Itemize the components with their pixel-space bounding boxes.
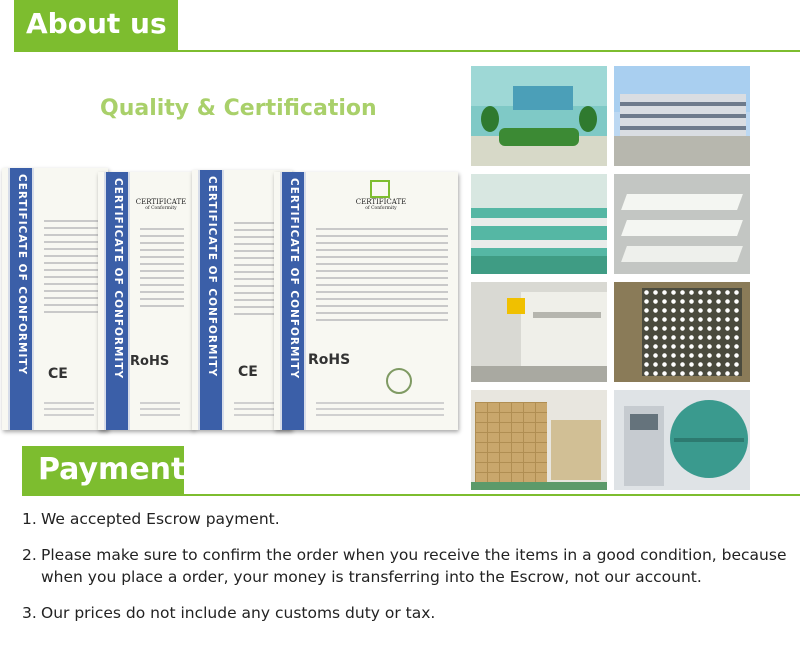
certificate-heading: CERTIFICATE: [135, 198, 187, 206]
about-us-heading: About us: [14, 0, 178, 52]
certificate-heading: CERTIFICATE: [355, 198, 407, 206]
certificate-vertical-text: CERTIFICATE OF CONFORMITY: [16, 174, 28, 376]
payment-term-number: 1.: [22, 510, 37, 528]
certificate-vertical-text: CERTIFICATE OF CONFORMITY: [206, 176, 218, 378]
payment-term-text: Please make sure to confirm the order when you receive the items in a good condition, because when you place a order, your money is transferring into the Escrow, not our account.: [41, 546, 787, 586]
photo-assembly-line: [471, 174, 607, 274]
rohs-mark: RoHS: [130, 354, 170, 369]
ce-mark: CE: [238, 364, 258, 380]
certificate-seal: [386, 368, 412, 394]
photo-panel-testing: [614, 174, 750, 274]
payment-term-item: [22, 544, 792, 588]
photo-reflow-machine: [471, 282, 607, 382]
payment-term-text: Our prices do not include any customs duty or tax.: [41, 604, 436, 622]
photo-reception: [471, 66, 607, 166]
photo-led-panel: [614, 282, 750, 382]
certificate-rohs-1: [98, 172, 194, 430]
payment-term-item: [22, 508, 792, 530]
photo-warehouse: [471, 390, 607, 490]
certificate-vertical-text: CERTIFICATE OF CONFORMITY: [112, 178, 124, 380]
photo-integrating-sphere: [614, 390, 750, 490]
payment-term-number: 2.: [22, 546, 37, 564]
payment-terms-list: [22, 508, 792, 638]
payment-divider: [22, 494, 800, 496]
payment-term-text: We accepted Escrow payment.: [41, 510, 280, 528]
payment-heading: Payment: [22, 446, 184, 496]
ce-mark: CE: [48, 366, 68, 382]
certificate-subheading: of Conformity: [365, 206, 397, 211]
about-divider: [14, 50, 800, 52]
certificate-vertical-text: CERTIFICATE OF CONFORMITY: [288, 178, 300, 380]
certificate-logo: [370, 180, 390, 198]
certificate-subheading: of Conformity: [145, 206, 177, 211]
payment-term-number: 3.: [22, 604, 37, 622]
payment-term-item: [22, 602, 792, 624]
certificate-ce-1: [2, 168, 108, 430]
quality-certification-title: Quality & Certification: [100, 96, 377, 121]
photo-building: [614, 66, 750, 166]
rohs-mark: RoHS: [308, 352, 351, 368]
certificate-rohs-2: [274, 172, 458, 430]
